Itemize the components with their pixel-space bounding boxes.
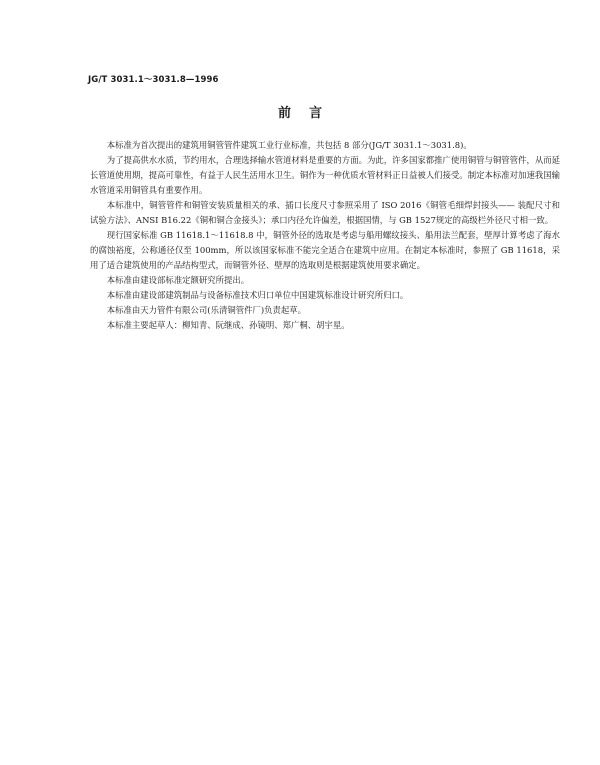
paragraph: 现行国家标准 GB 11618.1～11618.8 中，铜管外径的选取是考虑与船用螺纹接头、船用法兰配套，壁厚计算考虑了海水的腐蚀裕度，公称通径仅至 100mm，所以该国家标准不能完全适合在建筑中应用。在制定本标准时，参照了 GB 11618，采用了适合建筑使用的产品结构型式，而铜管外径、壁厚的选取则是根据建筑使用要求确定。 bbox=[90, 230, 560, 270]
paragraph: 为了提高供水水质，节约用水，合理选择输水管道材料是重要的方面。为此，许多国家都推广使用铜管与铜管管件，从而延长管道使用期，提高可靠性，有益于人民生活用水卫生。铜作为一种优质水管材料正日益被人们接受。制定本标准对加速我国输水管道采用铜管具有重要作用。 bbox=[90, 155, 560, 195]
paragraph: 本标准中，铜管管件和铜管安装质量相关的承、插口长度尺寸参照采用了 ISO 2016《铜管毛细焊封接头—— 装配尺寸和试验方法》、ANSI B16.22《铜和铜合金接头》；承口内径允许偏差，根据国情，与 GB 1527规定的高级栏外径尺寸相一致。 bbox=[90, 200, 560, 225]
foreword-body bbox=[90, 138, 560, 333]
paragraph: 本标准主要起草人：柳知青、阮继成、孙镜明、郑广桐、胡宇星。 bbox=[106, 320, 350, 330]
page-title: 前言 bbox=[277, 106, 340, 121]
paragraph: 本标准由天力管件有限公司(乐清铜管件厂)负责起草。 bbox=[106, 305, 306, 315]
paragraph: 本标准由建设部标准定额研究所提出。 bbox=[106, 275, 250, 285]
paragraph: 本标准由建设部建筑制品与设备标准技术归口单位中国建筑标准设计研究所归口。 bbox=[106, 290, 409, 300]
paragraph: 本标准为首次提出的建筑用铜管管件建筑工业行业标准，共包括 8 部分(JG/T 3031.1～3031.8)。 bbox=[106, 140, 472, 150]
standard-code: JG/T 3031.1～3031.8—1996 bbox=[88, 75, 219, 85]
